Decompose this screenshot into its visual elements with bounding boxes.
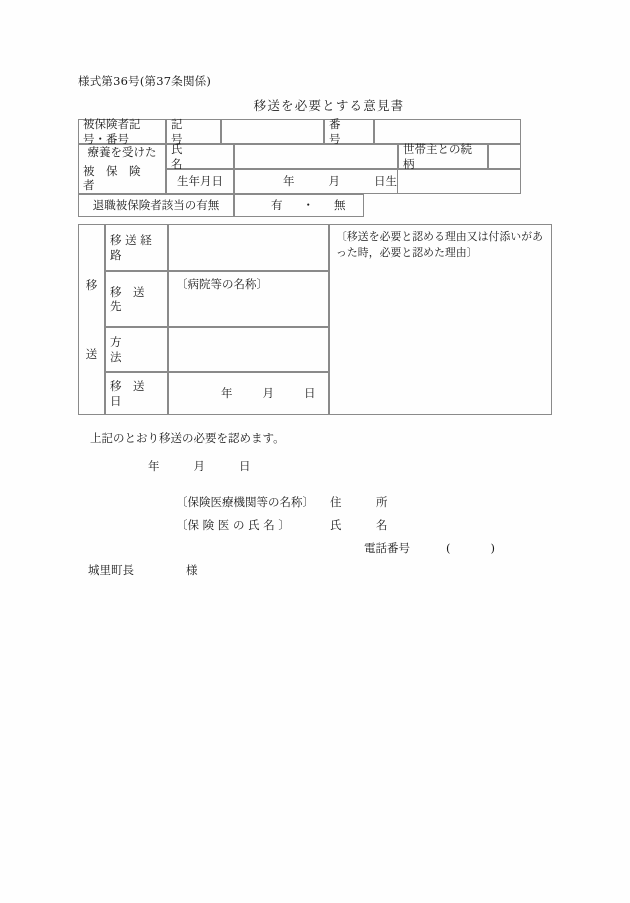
transport-date-month-unit: 月 — [262, 386, 274, 401]
transport-method-label-text: 方 法 — [110, 335, 156, 364]
birthdate-label — [166, 169, 234, 194]
kigou-label — [166, 119, 221, 144]
addressee-row — [88, 562, 198, 578]
kigou-label-text: 記 号 — [171, 117, 206, 146]
kigou-value — [222, 120, 323, 143]
name-label — [166, 144, 234, 169]
telephone-paren-close: ) — [490, 541, 495, 555]
name-label-text: 氏 名 — [171, 142, 229, 171]
transport-route-input[interactable] — [168, 224, 329, 271]
transport-method-value — [169, 328, 328, 371]
transport-date-year-unit: 年 — [221, 386, 233, 401]
transport-vertical-label-top: 移 — [85, 278, 98, 293]
transport-destination-label — [105, 271, 168, 327]
form-code: 様式第36号(第37条関係) — [78, 74, 212, 88]
household-relation-input[interactable] — [488, 144, 521, 169]
treated-insured-label — [78, 144, 166, 194]
transport-vertical-label-bottom: 送 — [85, 346, 98, 361]
birthdate-month-unit: 月 — [328, 174, 340, 189]
transport-date-day-unit: 日 — [304, 386, 316, 401]
telephone-label: 電話番号 — [364, 541, 410, 555]
bangou-input[interactable] — [374, 119, 521, 144]
transport-route-value — [169, 225, 328, 270]
transport-route-label-text: 移 送 経 路 — [110, 233, 152, 262]
bangou-label-text: 番 号 — [329, 117, 364, 146]
treated-insured-label-box — [79, 145, 165, 193]
institution-name-label: 〔保険医療機関等の名称〕 — [176, 495, 314, 509]
retired-insured-choice[interactable] — [234, 194, 364, 217]
doctor-name-row[interactable] — [330, 517, 388, 533]
retired-insured-label-text: 退職被保険者該当の有無 — [92, 198, 220, 213]
transport-date-label — [105, 372, 168, 415]
retired-insured-label — [78, 194, 234, 217]
birthdate-year-unit: 年 — [283, 174, 295, 189]
bangou-label — [324, 119, 374, 144]
transport-vertical-label-box — [79, 225, 104, 414]
kigou-input[interactable] — [221, 119, 324, 144]
doctor-name-field-label: 氏 名 — [330, 518, 388, 532]
signature-date[interactable] — [148, 458, 251, 474]
treated-insured-label-line1: 療養を受けた — [87, 145, 157, 160]
insured-number-label-text: 被保険者記号・番号 — [83, 117, 141, 146]
retired-option-no[interactable]: 無 — [334, 198, 346, 213]
telephone-paren-open: ( — [446, 541, 451, 555]
confirmation-statement: 上記のとおり移送の必要を認めます。 — [90, 431, 285, 445]
transport-reason-note: 〔移送を必要と認める理由又は付添いがあった時，必要と認めた理由〕 — [336, 230, 544, 260]
household-relation-value — [489, 145, 520, 168]
transport-destination-hint: 〔病院等の名称〕 — [176, 277, 268, 291]
signature-date-year-unit: 年 — [148, 459, 160, 473]
doctor-name-label: 〔保 険 医 の 氏 名 〕 — [176, 518, 290, 532]
name-value — [235, 145, 397, 168]
household-relation-label — [398, 144, 488, 169]
addressee-name: 城里町長 — [88, 563, 134, 577]
document-title: 移送を必要とする意見書 — [253, 98, 405, 113]
birthdate-input[interactable] — [234, 169, 398, 194]
transport-method-input[interactable] — [168, 327, 329, 372]
insured-number-label — [78, 119, 166, 144]
transport-route-label — [105, 224, 168, 271]
transport-destination-input[interactable] — [168, 271, 329, 327]
telephone-row[interactable] — [364, 540, 495, 556]
transport-vertical-label — [78, 224, 105, 415]
birthdate-label-text: 生年月日 — [177, 174, 223, 189]
birthdate-blanks — [235, 170, 397, 193]
household-relation-label-text: 世帯主との続柄 — [403, 142, 472, 171]
addressee-honorific: 様 — [186, 563, 198, 577]
name-input[interactable] — [234, 144, 398, 169]
transport-method-label — [105, 327, 168, 372]
retired-option-yes[interactable]: 有 — [271, 198, 283, 213]
relation-spare-cell[interactable] — [398, 169, 521, 194]
bangou-value — [375, 120, 520, 143]
retired-option-separator: ・ — [302, 198, 314, 213]
birthdate-day-unit: 日生 — [374, 174, 397, 189]
transport-date-blanks — [169, 373, 328, 414]
transport-destination-label-text: 移 送 先 — [110, 284, 156, 313]
signature-date-month-unit: 月 — [193, 459, 205, 473]
signature-date-day-unit: 日 — [239, 459, 251, 473]
address-row[interactable] — [330, 494, 388, 510]
address-label: 住 所 — [330, 495, 388, 509]
transport-date-input[interactable] — [168, 372, 329, 415]
transport-date-label-text: 移 送 日 — [110, 379, 156, 408]
treated-insured-label-line2: 被 保 険 者 — [83, 163, 152, 193]
retired-insured-options — [235, 195, 363, 216]
